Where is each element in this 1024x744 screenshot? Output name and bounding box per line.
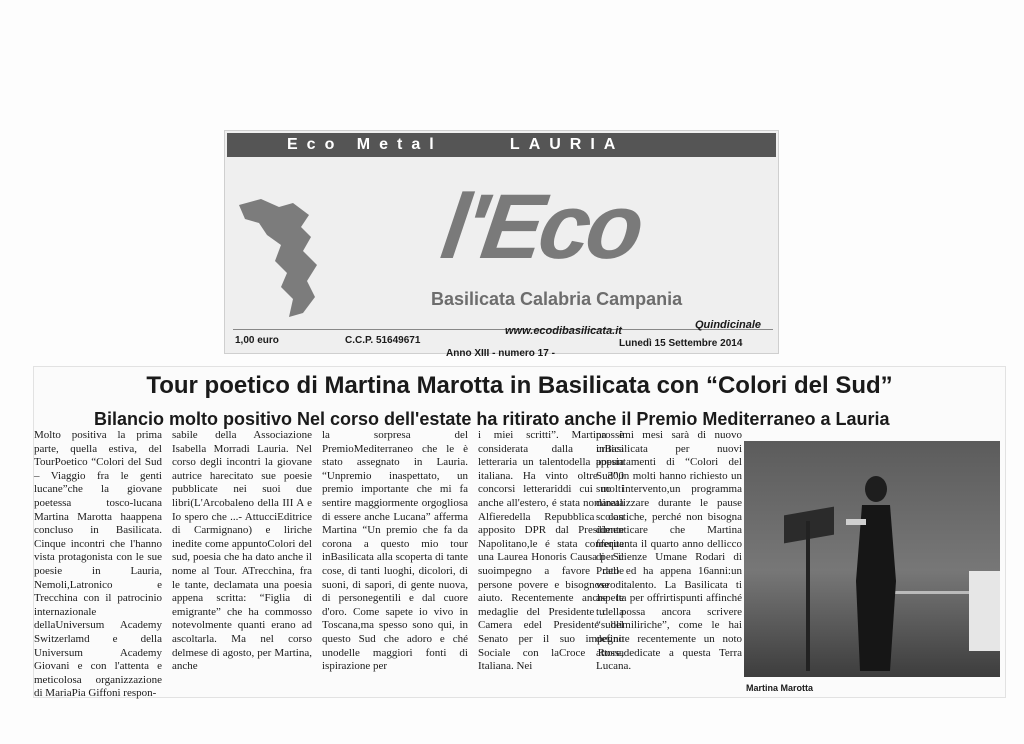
article-column-5: prossimi mesi sarà di nuovo inBasilicata per nuovi appuntamenti di “Colori del Sud”,in molti hanno richiesto un suo intervento,un programma darealizzare durante le pause scolastiche, perché non bisogna dimenticare che Martina frequenta il quarto anno dellicco di Scienze Umane Rodari di Prato ed ha appena 16anni:un vero talento. La Basilicata ti aspetta per offrirtispunti affinché tu possa ancora scrivere “sublimiliriche”, come le hai definite recentemente un noto attore,dedicate a questa Terra Lucana. bbox=[596, 429, 742, 673]
masthead-logo: l'Eco bbox=[435, 176, 647, 278]
issue-number: Anno XIII - numero 17 - bbox=[446, 348, 555, 359]
music-stand bbox=[806, 521, 810, 671]
cover-price: 1,00 euro bbox=[235, 335, 279, 346]
article-clipping bbox=[33, 366, 1006, 698]
article-column-1: Molto positiva la prima parte, quella estiva, del TourPoetico “Colori del Sud – Viaggio fra le genti lucane”che la giovane poetessa tosco-lucana Martina Marotta haappena concluso in Basilicata. Cinque incontri che l'hanno vista protagonista con le sue poesie in Lauria, Nemoli,Latronico e Trecchina con il patrocinio internazionale dellaUniversum Academy Switzerlamd e della Universum Academy Giovani e con l'attenta e meticolosa organizzazione di MariaPia Giffoni respon- bbox=[34, 429, 162, 700]
article-column-2: sabile della Associazione Isabella Morradi Lauria. Nel corso degli incontri la giovane autrice harecitato sue poesie pubblicate nei suoi due libri(L'Arcobaleno della III A e Io spero che ...- AttucciEditrice di Carmignano) e liriche inedite come appuntoColori del sud, poesia che ha dato anche il nome al Tour. ATrecchina, fra le tante, declamata una poesia appena scritta: “Figlia di emigrante” che ha commosso notevolmente quanti erano ad ascoltarla. Ma nel corso delmese di agosto, per Martina, anche bbox=[172, 429, 312, 673]
website: www.ecodibasilicata.it bbox=[505, 325, 622, 337]
frequency: Quindicinale bbox=[695, 319, 762, 331]
article-photo bbox=[744, 441, 1000, 677]
article-headline: Tour poetico di Martina Marotta in Basilicata con “Colori del Sud” bbox=[146, 372, 893, 399]
masthead-regions: Basilicata Calabria Campania bbox=[431, 289, 683, 309]
performer-figure bbox=[844, 471, 904, 671]
article-column-4: i miei scritti”. Martina è considerata dalla critica letteraria un talentodella poesia italiana. Ha vinto oltre 300 concorsi letterariddi cui molti anche all'estero, é stata nominata Alfieredella Repubblica con apposito DPR dal Presidente Napolitano,le é stata conferita una Laurea Honoris Causa per il suoimpegno a favore delle persone povere e bisognose di aiuto. Recentemente anche le medaglie del Presidente della Camera edel Presidente del Senato per il suo impegno Sociale con laCroce Rossa Italiana. Nei bbox=[478, 429, 624, 673]
ccp-number: C.C.P. 51649671 bbox=[345, 335, 421, 346]
white-panel bbox=[969, 571, 1000, 651]
article-column-3: la sorpresa del PremioMediterraneo che le è stato assegnato in Lauria. “Unpremio inaspettato, un premio importante che mi fa sentire maggiormente orgogliosa di essere anche Lucana” afferma Martina “Un premio che fa da corona a questo mio tour inBasilicata alla scoperta di tante cose, di tanti luoghi, dicolori, di suoni, di sapori, di gente nuova, di personegentili e dal cuore d'oro. Come sapete io vivo in Toscana,ma spesso sono qui, in questo Sud che adoro e ché unodelle maggiori fonti di ispirazione per bbox=[322, 429, 468, 673]
masthead-top-bar: Eco Metal LAURIA bbox=[227, 133, 776, 157]
issue-date: Lunedì 15 Settembre 2014 bbox=[619, 338, 743, 349]
masthead-clipping bbox=[224, 130, 779, 354]
article-subhead: Bilancio molto positivo Nel corso dell'estate ha ritirato anche il Premio Mediterraneo a Lauria bbox=[94, 409, 890, 429]
photo-caption: Martina Marotta bbox=[746, 683, 814, 693]
basilicata-map-icon bbox=[231, 193, 331, 323]
masthead-rule bbox=[233, 329, 773, 330]
